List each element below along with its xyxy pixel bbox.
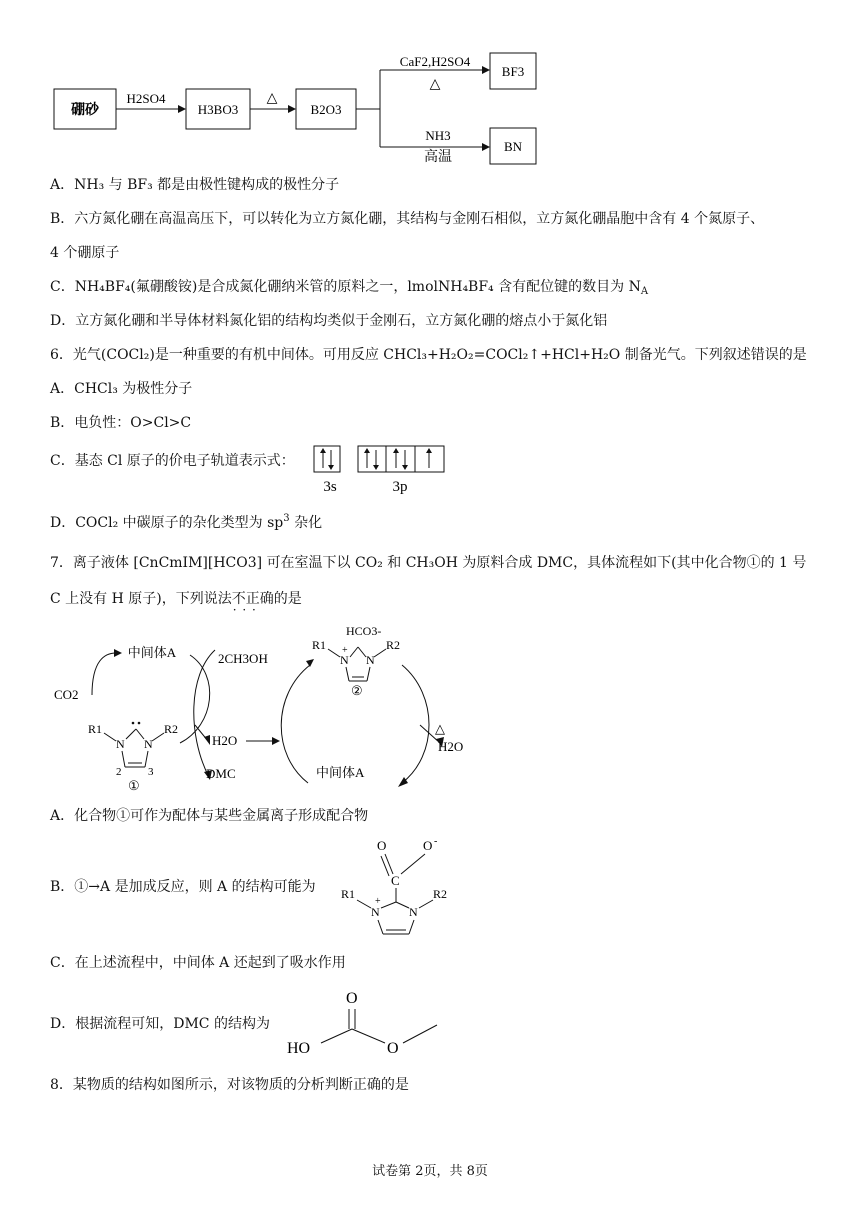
- h2so4-label: H2SO4: [126, 91, 166, 106]
- nh3-label: NH3: [425, 128, 451, 143]
- carboxyl-c-label: C: [391, 873, 400, 888]
- q6-option-a: A．CHCl₃ 为极性分子: [50, 381, 193, 397]
- q6-option-b: B．电负性：O>Cl>C: [50, 415, 192, 431]
- water-right-label: H2O: [438, 739, 464, 754]
- carboxylate-o-label: O: [423, 838, 433, 853]
- q7-option-d: D．根据流程可知，DMC 的结构为: [50, 1016, 270, 1032]
- q5-option-d: D．立方氮化硼和半导体材料氮化铝的结构均类似于金刚石，立方氮化硼的熔点小于氮化铝: [50, 313, 608, 329]
- r2-label-3: R2: [433, 887, 448, 901]
- q5-option-a: A．NH₃ 与 BF₃ 都是由极性键构成的极性分子: [50, 177, 340, 193]
- bicarbonate-label: HCO3-: [346, 624, 382, 638]
- position-3-label: 3: [148, 766, 154, 778]
- r1-label-2: R1: [312, 638, 327, 652]
- n1-label: N: [116, 737, 125, 751]
- dmc-hydroxyl: HO: [287, 1040, 311, 1057]
- co2-label: CO2: [54, 687, 79, 702]
- q7-stem-line1: 7．离子液体 [CnCmIM][HCO3] 可在室温下以 CO₂ 和 CH₃OH 为原料合成 DMC，具体流程如下(其中化合物①的 1 号: [50, 555, 807, 571]
- dmc-carbonyl-o: O: [346, 990, 358, 1007]
- carboxylate-charge: -: [434, 836, 438, 847]
- n3-label: N: [144, 737, 153, 751]
- q7-option-b: B．①→A 是加成反应，则 A 的结构可能为: [50, 879, 316, 895]
- q5-option-c: C．NH₄BF₄(氟硼酸铵)是合成氮化硼纳米管的原料之一，lmolNH₄BF₄ 含有配位键的数目为 $N_A$: [50, 279, 649, 297]
- bf3-label: BF3: [501, 64, 525, 79]
- orbital-3s-label: 3s: [323, 479, 337, 495]
- q6-option-d: D．COCl₂ 中碳原子的杂化类型为 $sp^3$ 杂化: [50, 513, 323, 531]
- q8-stem: 8．某物质的结构如图所示，对该物质的分析判断正确的是: [50, 1077, 409, 1093]
- q5-option-b-line2: 4 个硼原子: [50, 245, 120, 261]
- q6-option-c: C．基态 Cl 原子的价电子轨道表示式：: [50, 453, 295, 469]
- heat-label: △: [266, 91, 278, 106]
- b2o3-label: B2O3: [310, 102, 342, 117]
- intermediate-a-top: 中间体A: [127, 645, 177, 660]
- heat-label-2: △: [429, 77, 441, 92]
- water-left-label: H2O: [212, 733, 238, 748]
- intermediate-a-structure: [335, 832, 475, 942]
- ionic-liquid-formula: [CnCmIM][HCO3]: [133, 555, 263, 571]
- n3-label-3: N: [409, 905, 418, 919]
- high-temp-label: 高温: [424, 150, 452, 165]
- compound-2-label: ②: [351, 683, 363, 698]
- methanol-label: 2CH3OH: [218, 651, 268, 666]
- borax-flow-diagram: [40, 40, 560, 170]
- q6-stem: 6．光气(COCl₂)是一种重要的有机中间体。可用反应 CHCl₃+H₂O₂=COCl₂↑+HCl+H₂O 制备光气。下列叙述错误的是: [50, 347, 807, 363]
- plus-sign: +: [342, 645, 348, 656]
- h3bo3-label: H3BO3: [197, 102, 239, 117]
- q7-option-a: A．化合物①可作为配体与某些金属离子形成配合物: [50, 808, 369, 824]
- n1-label-2: N: [340, 653, 349, 667]
- r1-label: R1: [88, 722, 103, 736]
- q7-option-c: C．在上述流程中，中间体 A 还起到了吸水作用: [50, 955, 346, 971]
- n3-label-2: N: [366, 653, 375, 667]
- r1-label-3: R1: [341, 887, 356, 901]
- heat-label-cycle: △: [435, 721, 445, 736]
- n1-label-3: N: [371, 905, 380, 919]
- dmc-label: DMC: [206, 766, 236, 781]
- r2-label: R2: [164, 722, 179, 736]
- intermediate-a-bottom: 中间体A: [316, 765, 365, 780]
- caf2-label: CaF2,H2SO4: [399, 54, 471, 69]
- q7-stem-line2: C 上没有 H 原子)，下列说法不正确 · · ·的是: [50, 588, 302, 608]
- q5-option-b-line1: B．六方氮化硼在高温高压下，可以转化为立方氮化硼，其结构与金刚石相似，立方氮化硼晶胞中含有 4 个氮原子、: [50, 211, 765, 227]
- compound-1-label: ①: [128, 778, 140, 793]
- borax-label: 硼砂: [71, 103, 99, 118]
- plus-sign-2: +: [375, 896, 381, 907]
- emphasis-not-correct: 不正确 · · ·: [232, 591, 274, 607]
- bn-label: BN: [503, 139, 523, 154]
- carbonyl-o-label: O: [377, 838, 387, 853]
- dmc-ester-o: O: [387, 1040, 399, 1057]
- orbital-3p-label: 3p: [392, 479, 408, 495]
- page-footer: 试卷第 2页，共 8页: [372, 1164, 488, 1179]
- position-2-label: 2: [116, 766, 122, 778]
- dmc-synthesis-cycle: [40, 615, 500, 795]
- orbital-diagram: [312, 444, 452, 496]
- r2-label-2: R2: [386, 638, 401, 652]
- dmc-structure: [285, 985, 445, 1060]
